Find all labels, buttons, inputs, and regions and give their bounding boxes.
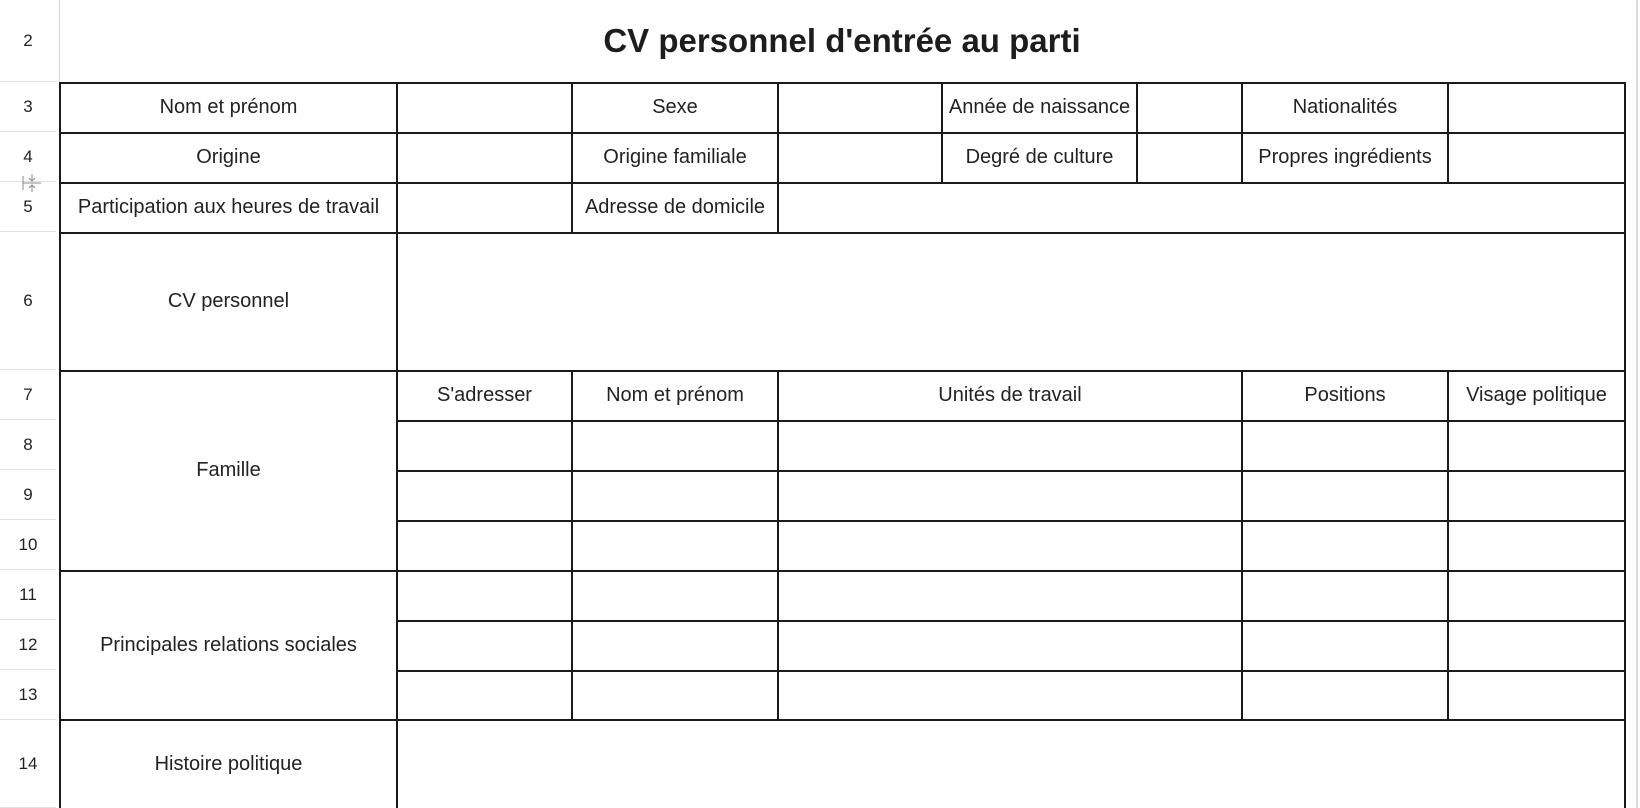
grid-line: [1447, 82, 1449, 182]
label-nom-prenom[interactable]: Nom et prénom: [159, 95, 298, 118]
grid-line: [59, 82, 1626, 84]
sheet-right-edge: [1636, 0, 1638, 808]
label-origine-familiale[interactable]: Origine familiale: [603, 145, 747, 168]
row-resize-icon[interactable]: [21, 172, 43, 194]
input-origine-familiale[interactable]: [778, 132, 942, 182]
input-degre-culture[interactable]: [1137, 132, 1242, 182]
header-visage-politique[interactable]: Visage politique: [1466, 383, 1607, 406]
row-number[interactable]: 5: [0, 182, 56, 232]
grid-line: [1241, 370, 1243, 720]
grid-line: [397, 470, 1626, 472]
row-number[interactable]: 6: [0, 232, 56, 370]
row-number[interactable]: 11: [0, 570, 56, 620]
label-nationalites[interactable]: Nationalités: [1292, 95, 1398, 118]
grid-line: [59, 719, 1626, 721]
label-histoire-politique[interactable]: Histoire politique: [154, 752, 303, 775]
input-annee-naissance[interactable]: [1137, 82, 1242, 132]
label-annee-naissance[interactable]: Année de naissance: [948, 95, 1131, 118]
grid-line: [397, 520, 1626, 522]
header-s-adresser[interactable]: S'adresser: [437, 383, 532, 406]
label-sexe[interactable]: Sexe: [652, 95, 698, 118]
grid-line: [59, 232, 1626, 234]
row-number[interactable]: 4: [0, 132, 56, 182]
input-nom-prenom[interactable]: [397, 82, 572, 132]
label-origine[interactable]: Origine: [196, 145, 261, 168]
grid-line: [1624, 82, 1626, 808]
label-famille[interactable]: Famille: [196, 458, 261, 481]
grid-line: [59, 132, 1626, 134]
label-degre-culture[interactable]: Degré de culture: [965, 145, 1114, 168]
header-positions[interactable]: Positions: [1304, 383, 1386, 406]
grid-line: [941, 82, 943, 182]
row-number[interactable]: 12: [0, 620, 56, 670]
row-number[interactable]: 14: [0, 720, 56, 808]
input-histoire-politique[interactable]: [397, 720, 1625, 808]
grid-line: [1241, 82, 1243, 182]
row-number[interactable]: 9: [0, 470, 56, 520]
grid-line: [397, 670, 1626, 672]
grid-line: [59, 182, 1626, 184]
input-origine[interactable]: [397, 132, 572, 182]
grid-line: [59, 82, 61, 808]
grid-line: [777, 370, 779, 720]
grid-line: [571, 82, 573, 232]
row-number[interactable]: 8: [0, 420, 56, 470]
row-number[interactable]: 13: [0, 670, 56, 720]
grid-line: [1136, 82, 1138, 182]
grid-line: [397, 620, 1626, 622]
input-participation[interactable]: [397, 182, 572, 232]
grid-line: [571, 370, 573, 720]
row-number[interactable]: 2: [0, 0, 56, 82]
label-adresse[interactable]: Adresse de domicile: [584, 195, 766, 218]
grid-line: [59, 570, 1626, 572]
label-participation[interactable]: Participation aux heures de travail: [77, 195, 380, 218]
label-propres-ingredients[interactable]: Propres ingrédients: [1258, 145, 1432, 168]
grid-line: [397, 420, 1626, 422]
row-number[interactable]: 3: [0, 82, 56, 132]
grid-line: [1447, 370, 1449, 720]
grid-line: [396, 82, 398, 808]
sheet-title[interactable]: CV personnel d'entrée au parti: [603, 22, 1081, 59]
input-adresse[interactable]: [778, 182, 1625, 232]
input-propres-ingredients[interactable]: [1448, 132, 1625, 182]
label-cv-personnel[interactable]: CV personnel: [167, 289, 290, 312]
header-nom-prenom[interactable]: Nom et prénom: [606, 383, 744, 406]
input-sexe[interactable]: [778, 82, 942, 132]
input-nationalites[interactable]: [1448, 82, 1625, 132]
header-unites-travail[interactable]: Unités de travail: [938, 383, 1082, 406]
input-cv-personnel[interactable]: [397, 232, 1625, 370]
row-number[interactable]: 7: [0, 370, 56, 420]
grid-line: [59, 370, 1626, 372]
row-number[interactable]: 10: [0, 520, 56, 570]
grid-line: [777, 82, 779, 232]
label-relations-sociales[interactable]: Principales relations sociales: [100, 633, 357, 656]
